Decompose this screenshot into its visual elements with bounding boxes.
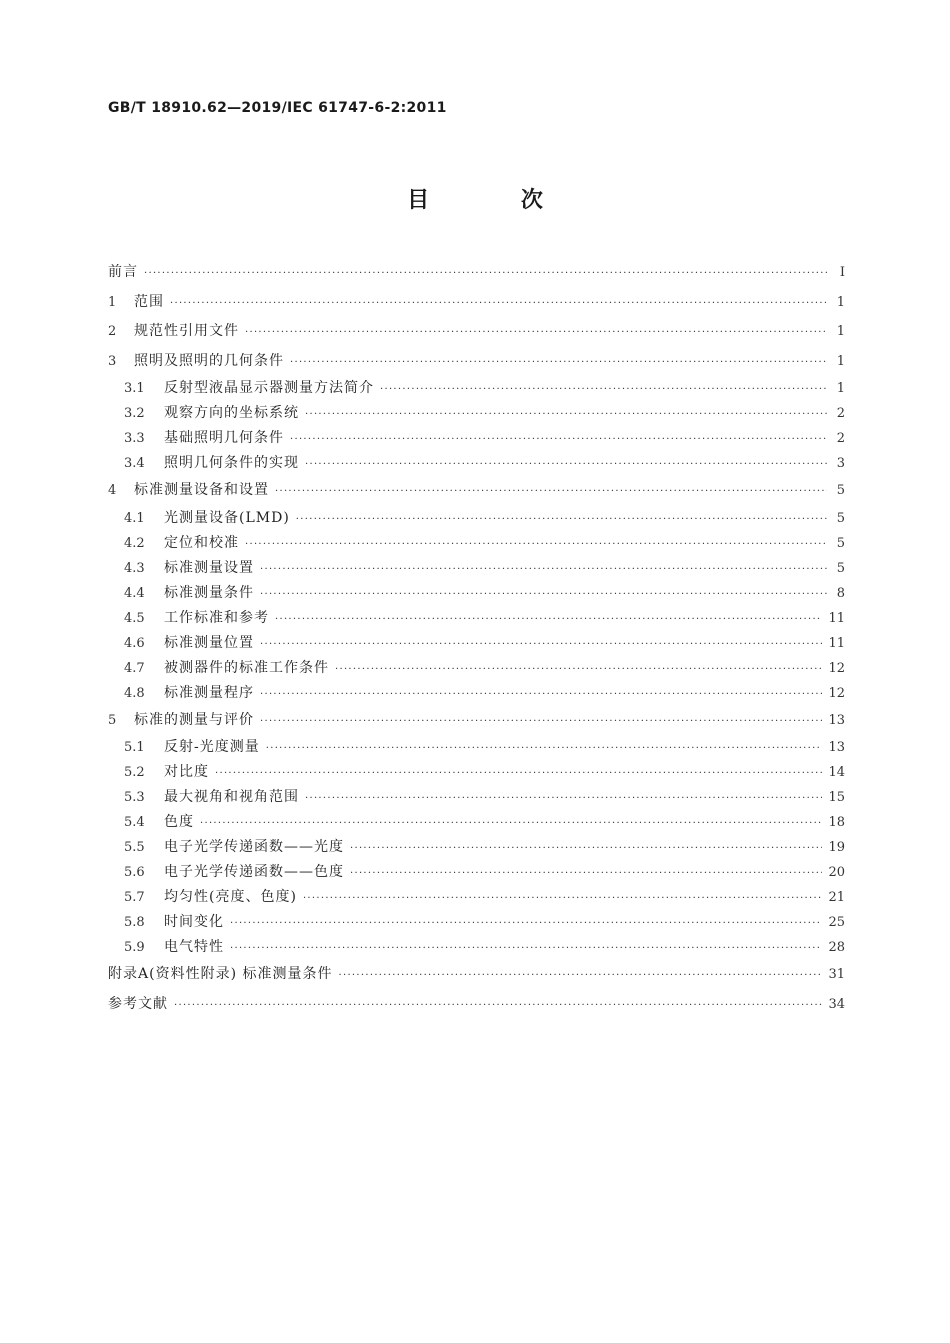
toc-entry-number: 5.2 bbox=[124, 765, 145, 780]
toc-dot-leader bbox=[275, 607, 822, 632]
toc-entry-number: 5.6 bbox=[124, 865, 145, 880]
page-title: 目 次 bbox=[407, 188, 585, 213]
toc-entry-page: 1 bbox=[836, 324, 845, 339]
toc-dot-leader bbox=[174, 991, 822, 1021]
toc-dot-leader bbox=[305, 402, 827, 427]
toc-dot-leader bbox=[290, 427, 827, 452]
toc-entry[interactable] bbox=[108, 656, 845, 681]
toc-dot-leader bbox=[335, 657, 822, 682]
toc-entry-label: 标准测量设置 bbox=[164, 559, 254, 576]
toc-entry-label: 观察方向的坐标系统 bbox=[164, 405, 299, 421]
toc-entry[interactable] bbox=[108, 810, 845, 835]
toc-entry-number: 4.7 bbox=[124, 660, 145, 676]
toc-entry-label: 最大视角和视角范围 bbox=[164, 789, 299, 805]
toc-entry-number: 4.3 bbox=[124, 560, 145, 576]
toc-entry-label: 反射-光度测量 bbox=[164, 739, 260, 755]
toc-entry-label: 均匀性(亮度、色度) bbox=[164, 889, 297, 905]
toc-entry-page: 5 bbox=[836, 560, 845, 576]
toc-entry-label: 基础照明几何条件 bbox=[164, 430, 284, 446]
toc-entry-number: 4.8 bbox=[124, 685, 145, 701]
toc-entry[interactable] bbox=[108, 451, 845, 476]
toc-dot-leader bbox=[350, 861, 822, 886]
toc-entry-number: 3.1 bbox=[124, 381, 145, 396]
toc-entry[interactable] bbox=[108, 631, 845, 656]
toc-entry-page: 5 bbox=[836, 535, 845, 551]
toc-entry-number: 1 bbox=[108, 294, 117, 310]
toc-entry-page: 11 bbox=[828, 610, 845, 626]
toc-dot-leader bbox=[296, 507, 827, 532]
toc-entry-label: 标准的测量与评价 bbox=[134, 711, 254, 728]
toc-entry-page: 8 bbox=[836, 585, 845, 601]
toc-entry-number: 4 bbox=[108, 483, 117, 498]
toc-entry[interactable] bbox=[108, 606, 845, 631]
toc-entry[interactable] bbox=[108, 506, 845, 531]
toc-entry-number: 4.5 bbox=[124, 610, 145, 626]
toc-entry-page: 13 bbox=[828, 712, 845, 728]
toc-dot-leader bbox=[305, 786, 822, 811]
toc-entry-number: 5.4 bbox=[124, 815, 145, 830]
toc-entry-label: 前言 bbox=[108, 264, 138, 280]
toc-entry-page: 2 bbox=[836, 431, 845, 446]
toc-dot-leader bbox=[275, 477, 827, 507]
toc-dot-leader bbox=[260, 582, 827, 607]
toc-entry-number: 5.8 bbox=[124, 915, 145, 930]
toc-entry-label: 光测量设备(LMD) bbox=[164, 509, 290, 526]
toc-entry[interactable] bbox=[108, 556, 845, 581]
toc-entry-page: 13 bbox=[828, 740, 845, 755]
toc-dot-leader bbox=[170, 289, 827, 319]
toc-dot-leader bbox=[260, 707, 822, 737]
toc-entry-label: 照明及照明的几何条件 bbox=[134, 352, 284, 369]
toc-dot-leader bbox=[303, 886, 823, 911]
toc-entry[interactable] bbox=[108, 785, 845, 810]
table-of-contents bbox=[108, 258, 845, 1019]
standard-code: GB/T 18910.62—2019/IEC 61747-6-2:2011 bbox=[108, 100, 447, 116]
toc-entry-page: 5 bbox=[836, 483, 845, 498]
toc-entry-label: 电子光学传递函数——光度 bbox=[164, 839, 344, 855]
toc-entry[interactable] bbox=[108, 885, 845, 910]
toc-entry-number: 3.2 bbox=[124, 406, 145, 421]
toc-dot-leader bbox=[260, 682, 822, 707]
toc-entry-number: 3.4 bbox=[124, 456, 145, 471]
toc-entry-number: 5.5 bbox=[124, 840, 145, 855]
toc-entry-label: 工作标准和参考 bbox=[164, 609, 269, 626]
toc-entry-number: 4.1 bbox=[124, 510, 145, 526]
toc-entry[interactable] bbox=[108, 681, 845, 706]
toc-entry-label: 参考文献 bbox=[108, 995, 168, 1012]
toc-entry-page: 31 bbox=[828, 967, 845, 982]
toc-entry[interactable] bbox=[108, 960, 845, 990]
toc-entry-label: 标准测量程序 bbox=[164, 684, 254, 701]
toc-dot-leader bbox=[266, 736, 823, 761]
toc-entry-label: 反射型液晶显示器测量方法简介 bbox=[164, 380, 374, 396]
toc-entry[interactable] bbox=[108, 401, 845, 426]
toc-entry-page: 11 bbox=[828, 635, 845, 651]
toc-entry-page: 12 bbox=[828, 685, 845, 701]
toc-dot-leader bbox=[290, 348, 827, 378]
toc-entry-number: 3 bbox=[108, 353, 117, 369]
toc-dot-leader bbox=[230, 911, 822, 936]
toc-entry[interactable] bbox=[108, 288, 845, 318]
toc-entry-page: 12 bbox=[828, 660, 845, 676]
toc-entry-page: 1 bbox=[836, 381, 845, 396]
toc-dot-leader bbox=[144, 259, 827, 289]
toc-entry[interactable] bbox=[108, 910, 845, 935]
toc-dot-leader bbox=[215, 761, 822, 786]
toc-entry-label: 范围 bbox=[134, 293, 164, 310]
toc-entry-number: 5.9 bbox=[124, 940, 145, 955]
toc-entry-number: 2 bbox=[108, 324, 117, 339]
toc-entry[interactable] bbox=[108, 990, 845, 1020]
toc-dot-leader bbox=[245, 318, 827, 348]
toc-entry-label: 附录A(资料性附录) 标准测量条件 bbox=[108, 966, 333, 982]
toc-entry-label: 被测器件的标准工作条件 bbox=[164, 659, 329, 676]
toc-entry-page: Ⅰ bbox=[839, 265, 845, 280]
toc-entry-page: 3 bbox=[836, 456, 845, 471]
toc-entry[interactable] bbox=[108, 706, 845, 736]
toc-entry-label: 标准测量位置 bbox=[164, 634, 254, 651]
toc-entry[interactable] bbox=[108, 835, 845, 860]
toc-entry-page: 20 bbox=[828, 865, 845, 880]
toc-dot-leader bbox=[200, 811, 822, 836]
toc-dot-leader bbox=[245, 532, 827, 557]
toc-entry[interactable] bbox=[108, 258, 845, 288]
toc-entry-number: 4.4 bbox=[124, 585, 145, 601]
toc-entry-number: 5.7 bbox=[124, 890, 145, 905]
toc-entry[interactable] bbox=[108, 376, 845, 401]
toc-entry[interactable] bbox=[108, 476, 845, 506]
toc-entry[interactable] bbox=[108, 317, 845, 347]
toc-entry[interactable] bbox=[108, 531, 845, 556]
toc-entry-label: 电子光学传递函数——色度 bbox=[164, 864, 344, 880]
toc-entry-label: 规范性引用文件 bbox=[134, 323, 239, 339]
toc-dot-leader bbox=[380, 377, 827, 402]
toc-dot-leader bbox=[305, 452, 827, 477]
toc-entry-number: 4.6 bbox=[124, 635, 145, 651]
toc-dot-leader bbox=[350, 836, 822, 861]
toc-entry-label: 色度 bbox=[164, 814, 194, 830]
toc-entry-label: 标准测量条件 bbox=[164, 584, 254, 601]
toc-dot-leader bbox=[230, 936, 822, 961]
toc-entry-label: 定位和校准 bbox=[164, 534, 239, 551]
toc-entry-page: 5 bbox=[836, 510, 845, 526]
toc-entry-label: 对比度 bbox=[164, 764, 209, 780]
toc-entry-page: 18 bbox=[828, 815, 845, 830]
toc-entry[interactable] bbox=[108, 760, 845, 785]
toc-dot-leader bbox=[260, 632, 822, 657]
toc-entry-page: 2 bbox=[836, 406, 845, 421]
toc-entry[interactable] bbox=[108, 581, 845, 606]
toc-entry-page: 1 bbox=[836, 294, 845, 310]
toc-entry[interactable] bbox=[108, 735, 845, 760]
toc-entry-number: 5.3 bbox=[124, 790, 145, 805]
toc-entry-page: 25 bbox=[828, 915, 845, 930]
toc-entry-page: 21 bbox=[828, 890, 845, 905]
toc-entry-number: 5.1 bbox=[124, 740, 145, 755]
toc-entry-label: 照明几何条件的实现 bbox=[164, 455, 299, 471]
toc-dot-leader bbox=[260, 557, 827, 582]
toc-dot-leader bbox=[338, 961, 822, 991]
toc-entry-page: 1 bbox=[836, 353, 845, 369]
toc-entry-label: 电气特性 bbox=[164, 939, 224, 955]
toc-entry-page: 34 bbox=[828, 996, 845, 1012]
toc-entry-page: 15 bbox=[828, 790, 845, 805]
toc-entry[interactable] bbox=[108, 426, 845, 451]
toc-entry-number: 4.2 bbox=[124, 535, 145, 551]
toc-entry-number: 5 bbox=[108, 712, 117, 728]
toc-entry-number: 3.3 bbox=[124, 431, 145, 446]
toc-entry-label: 时间变化 bbox=[164, 914, 224, 930]
toc-entry[interactable] bbox=[108, 860, 845, 885]
toc-entry-page: 28 bbox=[828, 940, 845, 955]
toc-entry-page: 14 bbox=[828, 765, 845, 780]
toc-entry[interactable] bbox=[108, 347, 845, 377]
toc-entry[interactable] bbox=[108, 935, 845, 960]
toc-entry-label: 标准测量设备和设置 bbox=[134, 482, 269, 498]
toc-entry-page: 19 bbox=[828, 840, 845, 855]
